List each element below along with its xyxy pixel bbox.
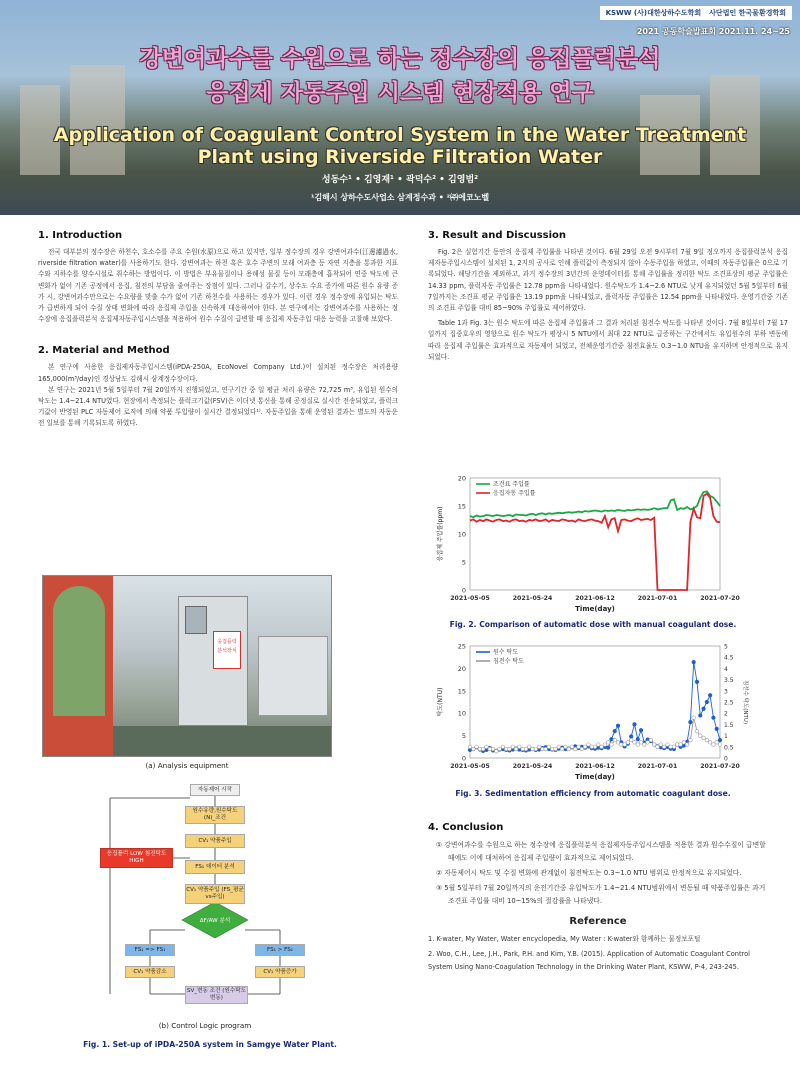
conference-info: 2021 공동학술발표회 2021.11. 24~25 — [636, 27, 790, 36]
data-point — [498, 747, 502, 751]
data-point — [616, 741, 620, 745]
data-point — [685, 743, 689, 747]
data-point — [695, 729, 699, 733]
flow-side-condition: 응집플럭 LOW 침전탁도 HIGH — [100, 848, 173, 868]
y-axis-label: 탁도(NTU) — [437, 687, 444, 717]
section-results — [428, 230, 788, 363]
data-point — [692, 660, 696, 664]
data-point — [511, 745, 515, 749]
data-point — [481, 747, 485, 751]
flow-cv1: CV₁ 약품주입 — [185, 834, 245, 848]
equipment-label: 응집플럭 분석장치 — [213, 631, 241, 669]
x-tick-label: 2021-05-05 — [450, 595, 490, 602]
method-heading: 2. Material and Method — [38, 345, 170, 357]
data-point — [639, 728, 643, 732]
data-point — [573, 747, 577, 751]
data-point — [544, 747, 548, 751]
data-point — [705, 700, 709, 704]
authors: 성동수¹ • 김영재¹ • 곽덕수² • 김영범² — [321, 175, 479, 185]
data-point — [633, 741, 637, 745]
data-point — [643, 743, 647, 747]
title-korean-line1: 강변여과수를 수원으로 하는 정수장의 응집플럭분석 — [139, 46, 661, 72]
title-english-line1: Application of Coagulant Control System in the Water Treatment — [53, 124, 747, 146]
data-point — [593, 745, 597, 749]
flow-right-condition: FS₁ > FS₁ — [255, 944, 305, 956]
data-point — [554, 747, 558, 751]
data-point — [705, 738, 709, 742]
data-point — [715, 741, 719, 745]
x-axis-label: Time(day) — [575, 605, 615, 613]
y2-tick-label: 2.5 — [724, 699, 734, 707]
fig1-caption-b: (b) Control Logic program — [158, 1021, 252, 1030]
section-introduction — [38, 230, 398, 325]
affiliation: ¹김해시 상하수도사업소 삼계정수과 • ²㈜에코노벨 — [310, 193, 490, 202]
data-point — [468, 745, 472, 749]
x-tick-label: 2021-05-24 — [512, 595, 553, 602]
analysis-equipment-photo — [42, 575, 332, 757]
x-tick-label: 2021-06-12 — [575, 763, 615, 770]
data-point — [596, 743, 600, 747]
y2-tick-label: 4.5 — [724, 654, 734, 662]
intro-heading: 1. Introduction — [38, 230, 123, 241]
data-point — [547, 745, 551, 749]
conclusion-heading: 4. Conclusion — [428, 822, 504, 833]
y2-tick-label: 1 — [724, 733, 728, 741]
data-point — [485, 745, 489, 749]
y-tick-label: 10 — [457, 530, 466, 539]
data-point — [514, 747, 518, 751]
data-point — [577, 745, 581, 749]
data-point — [689, 720, 693, 724]
conclusion-item: ③ 5월 5일부터 7월 20일까지의 운전기간중 유입탁도가 1.4~21.4 NTU범위에서 변동될 때 약품주입률은 과거 조견표 주입률 대비 10~15%의 절감률을 나타냈다. — [436, 884, 766, 905]
data-point — [491, 747, 495, 751]
data-point — [672, 745, 676, 749]
data-point — [537, 745, 541, 749]
fig1-caption-a: (a) Analysis equipment — [145, 761, 229, 770]
data-point — [652, 743, 656, 747]
y2-tick-label: 5 — [724, 643, 728, 651]
data-point — [708, 741, 712, 745]
fig2-chart — [430, 468, 750, 618]
data-point — [600, 745, 604, 749]
data-point — [692, 716, 696, 720]
data-point — [518, 745, 522, 749]
reference-item: 2. Woo, C.H., Lee, J.H., Park, P.H. and Kim, Y.B. (2015). Application of Automatic Coagulant Control System Using Nano-Coagulation Technology in the Drinking Water Plant, KSWW, P-4, 243-245. — [428, 950, 750, 971]
y-tick-label: 15 — [457, 687, 466, 696]
y2-tick-label: 3.5 — [724, 677, 734, 685]
legend-label: 침전수 탁도 — [493, 658, 524, 666]
data-point — [495, 749, 499, 753]
data-point — [557, 745, 561, 749]
y-tick-label: 5 — [461, 732, 466, 741]
y-tick-label: 20 — [457, 474, 466, 483]
results-text-2: Table 1과 Fig. 3는 원수 탁도에 따른 응집제 주입률과 그 결과 처리된 침전수 탁도를 나타낸 것이다. 7월 8일부터 7월 17일까지 집중호우의 영향으로 원수 탁도가 평상시 5 NTU에서 최대 22 NTU로 급증하는 구간에서도 유입원수의 부하 변동에 따라 응집제 주입률은 효과적으로 자동제어 되었고, 전체운영기간중 침전효율도 0.3~1.0 NTU을 유지하며 안정적으로 유지되었다. — [428, 319, 788, 361]
data-point — [639, 741, 643, 745]
data-point — [666, 743, 670, 747]
data-point — [564, 745, 568, 749]
data-point — [623, 743, 627, 747]
flow-input: 원수유량,원수탁도 (N)_조건 — [185, 806, 245, 824]
data-point — [712, 716, 716, 720]
data-point — [702, 736, 706, 740]
flow-left-action: CV₁ 약품감소 — [125, 966, 175, 978]
data-point — [708, 693, 712, 697]
control-logic-flowchart — [90, 780, 320, 1012]
flow-fs-analysis: FS₁ 데이터 분석 — [185, 860, 245, 874]
conclusion-item: ① 강변여과수를 수원으로 하는 정수장에 응집플럭분석 응집제자동주입시스템을 적용한 결과 원수수질이 급변할 때에도 이에 대처하여 응집제 주입량이 효과적으로 제어되었다. — [436, 841, 766, 862]
x-tick-label: 2021-06-12 — [575, 595, 615, 602]
data-point — [508, 747, 512, 751]
data-point — [718, 743, 722, 747]
data-point — [475, 745, 479, 749]
data-point — [656, 745, 660, 749]
data-point — [629, 735, 633, 739]
data-point — [501, 745, 505, 749]
fig1-caption: Fig. 1. Set-up of iPDA-250A system in Samgye Water Plant. — [83, 1040, 337, 1049]
data-point — [603, 743, 607, 747]
y-tick-label: 10 — [457, 709, 466, 718]
data-point — [689, 738, 693, 742]
data-point — [527, 745, 531, 749]
results-heading: 3. Result and Discussion — [428, 230, 567, 241]
y2-tick-label: 1.5 — [724, 721, 734, 729]
data-point — [610, 743, 614, 747]
reference-list — [428, 933, 768, 974]
data-point — [471, 747, 475, 751]
flow-start: 자동제어 시작 — [190, 784, 240, 796]
y-tick-label: 25 — [457, 642, 466, 651]
y2-tick-label: 0 — [724, 755, 728, 763]
data-point — [646, 741, 650, 745]
data-point — [534, 747, 538, 751]
method-text-2: 본 연구는 2021년 5월 5일부터 7월 20일까지 진행되었고, 연구기간 중 일 평균 처리 유량은 72,725 m³, 유입된 원수의 탁도는 1.4~21.4 NTU였다. 현장에서 측정되는 플럭크기값(FSV)은 이더넷 통신을 통해 공정실로 실시간 전송되었고, 플럭크기값이 반영된 PLC 자동제어 로직에 의해 약품 투입량이 실시간 결정되었다¹⁾. 자동주입을 통해 운영된 결과는 별도의 자동운전 일보를 통해 기록되도록 하였다. — [38, 385, 398, 428]
logo-kssw: KSWW (사)대한상하수도학회 — [605, 9, 702, 17]
y-tick-label: 0 — [461, 586, 466, 595]
section-conclusion — [428, 822, 768, 976]
data-point — [524, 747, 528, 751]
data-point — [606, 746, 610, 750]
conclusion-item: ② 자동제어시 탁도 및 수질 변화에 관계없이 침전탁도는 0.3~1.0 NTU 범위로 안정적으로 유지되었다. — [436, 869, 742, 877]
results-text-1: Fig. 2은 실험기간 동안의 응집제 주입률을 나타낸 것이다. 6월 29일 오전 9시부터 7월 9일 정오까지 응집플럭분석 응집제자동주입시스템이 설치된 1, 2지의 공사로 인해 플럭값이 측정되지 않아 수동주입을 하였고, 이때의 자동주입률은 0으로 기록되었다. 해당기간을 제외하고, 과거 정수장의 3년간의 운영데이터를 통해 주입률을 정리한 탁도 조견표상의 평균 주입률은 14.33 ppm, 플럭자동 주입률은 12.78 ppm을 나타내었다. 원수탁도가 1.4~2.6 NTU로 낮게 유지되었던 5월 5일부터 6월 7일까지는 조견표 평균 주입률은 13.19 ppm을 나타내었고, 플럭자동 주입률은 12.54 ppm을 나타내었다. 운영기간중 기존의 조견표 주입률 대비 85~90% 주입률로 제어하였다. — [428, 248, 788, 313]
y-tick-label: 20 — [457, 664, 466, 673]
x-tick-label: 2021-07-20 — [700, 595, 740, 602]
logo-kswe: 사단법인 한국물환경학회 — [709, 9, 786, 17]
x-tick-label: 2021-05-24 — [512, 763, 553, 770]
data-point — [682, 741, 686, 745]
x-tick-label: 2021-07-01 — [637, 763, 678, 770]
section-method — [38, 345, 398, 429]
y-axis-label: 응집제 주입률(ppm) — [437, 506, 444, 562]
data-point — [580, 747, 584, 751]
data-point — [567, 747, 571, 751]
flow-end: SV_변동 조건 (원수탁도 변동) — [185, 986, 248, 1004]
poster-header — [0, 0, 800, 215]
flow-right-action: CV₁ 약품증가 — [255, 966, 305, 978]
legend-label: 조견표 주입률 — [493, 481, 530, 489]
header-logos — [600, 6, 792, 20]
method-text-1: 본 연구에 사용한 응집제자동주입시스템(iPDA-250A, EcoNovel Company Ltd.)이 설치된 정수장은 처리용량 165,000(m³/day)인 경상남도 김해시 삼계정수장이다. — [38, 363, 398, 383]
title-english-line2: Plant using Riverside Filtration Water — [197, 146, 603, 168]
data-point — [662, 745, 666, 749]
data-point — [583, 745, 587, 749]
data-point — [702, 707, 706, 711]
data-point — [626, 741, 630, 745]
reference-heading: Reference — [569, 916, 627, 927]
x-tick-label: 2021-05-05 — [450, 763, 490, 770]
intro-text: 전국 대부분의 정수장은 하천수, 호소수를 주요 수원(水原)으로 하고 있지만, 일부 정수장의 경우 강변여과수(江邊濾過水, riverside filtration water)를 사용하기도 한다. 강변여과는 하천 혹은 호수 주변의 모래 여과층 등 자연 지층을 통과한 지표수와 지하수를 양수시설로 취수하는 방법이다. 이 방법은 부유물질이나 용해성 물질 등이 모래층에 흡착되어 연중 탁도에 큰 변화가 없어 기존 공정에서 응집, 침전의 부담을 줄여주는 장점이 있다. 그러나 갈수기, 상수도 수요 증가에 따른 원수 유량 증가 시, 강변여과수만으로는 수요량을 맞출 수가 없어 기존 하천수를 사용하는 경우가 있다. 이런 경우 정수장에 유입되는 탁도가 급변하게 되어 수질 상태 변화에 따라 응집제 주입을 신속하게 대응하여야 한다. 본 연구에서는 강변여과수를 사용하는 정수장에 응집플럭분석 응집제자동주입시스템을 적용하여 원수 수질이 급변할 때 응집제 자동주입 대응 능력을 고찰해 보았다. — [38, 248, 398, 324]
data-point — [659, 743, 663, 747]
fig3-chart — [430, 636, 750, 786]
data-point — [698, 714, 702, 718]
series-line — [470, 662, 720, 751]
reference-item: 1. K-water, My Water, Water encyclopedia, My Water : K-water와 함께하는 물정보포털 — [428, 935, 701, 943]
fig2-caption: Fig. 2. Comparison of automatic dose with manual coagulant dose. — [449, 620, 737, 629]
data-point — [629, 738, 633, 742]
data-point — [613, 729, 617, 733]
left-column — [38, 230, 398, 444]
title-korean-line2: 응집제 자동주입 시스템 현장적용 연구 — [206, 80, 594, 106]
y2-axis-label: 침전수 탁도(NTU) — [742, 679, 748, 725]
data-point — [606, 741, 610, 745]
data-point — [613, 738, 617, 742]
legend-label: 응집자동 주입률 — [493, 490, 536, 498]
y2-tick-label: 3 — [724, 688, 728, 696]
data-point — [560, 747, 564, 751]
legend-label: 원수 탁도 — [493, 649, 519, 657]
y-tick-label: 15 — [457, 502, 466, 511]
right-column — [428, 230, 788, 377]
data-point — [695, 680, 699, 684]
y-tick-label: 0 — [461, 754, 466, 763]
flow-left-condition: FS₁ => FS₁ — [125, 944, 175, 956]
data-point — [616, 724, 620, 728]
data-point — [679, 743, 683, 747]
data-point — [587, 743, 591, 747]
fig3-caption: Fig. 3. Sedimentation efficiency from automatic coagulant dose. — [455, 789, 731, 798]
y-tick-label: 5 — [461, 558, 466, 567]
data-point — [715, 727, 719, 731]
x-axis-label: Time(day) — [575, 773, 615, 781]
data-point — [698, 734, 702, 738]
x-tick-label: 2021-07-01 — [637, 595, 678, 602]
flow-decision-label: ΔF/AW 분석 — [199, 917, 231, 924]
y2-tick-label: 4 — [724, 665, 728, 673]
data-point — [636, 743, 640, 747]
data-point — [570, 745, 574, 749]
conclusion-list — [428, 839, 768, 908]
y2-tick-label: 0.5 — [724, 744, 734, 752]
x-tick-label: 2021-07-20 — [700, 763, 740, 770]
data-point — [712, 743, 716, 747]
data-point — [718, 738, 722, 742]
y2-tick-label: 2 — [724, 710, 728, 718]
data-point — [636, 737, 640, 741]
data-point — [649, 738, 653, 742]
data-point — [633, 723, 637, 727]
flow-cv2: CV₁ 약품주입 (FS_평균vs주입) — [185, 884, 245, 904]
